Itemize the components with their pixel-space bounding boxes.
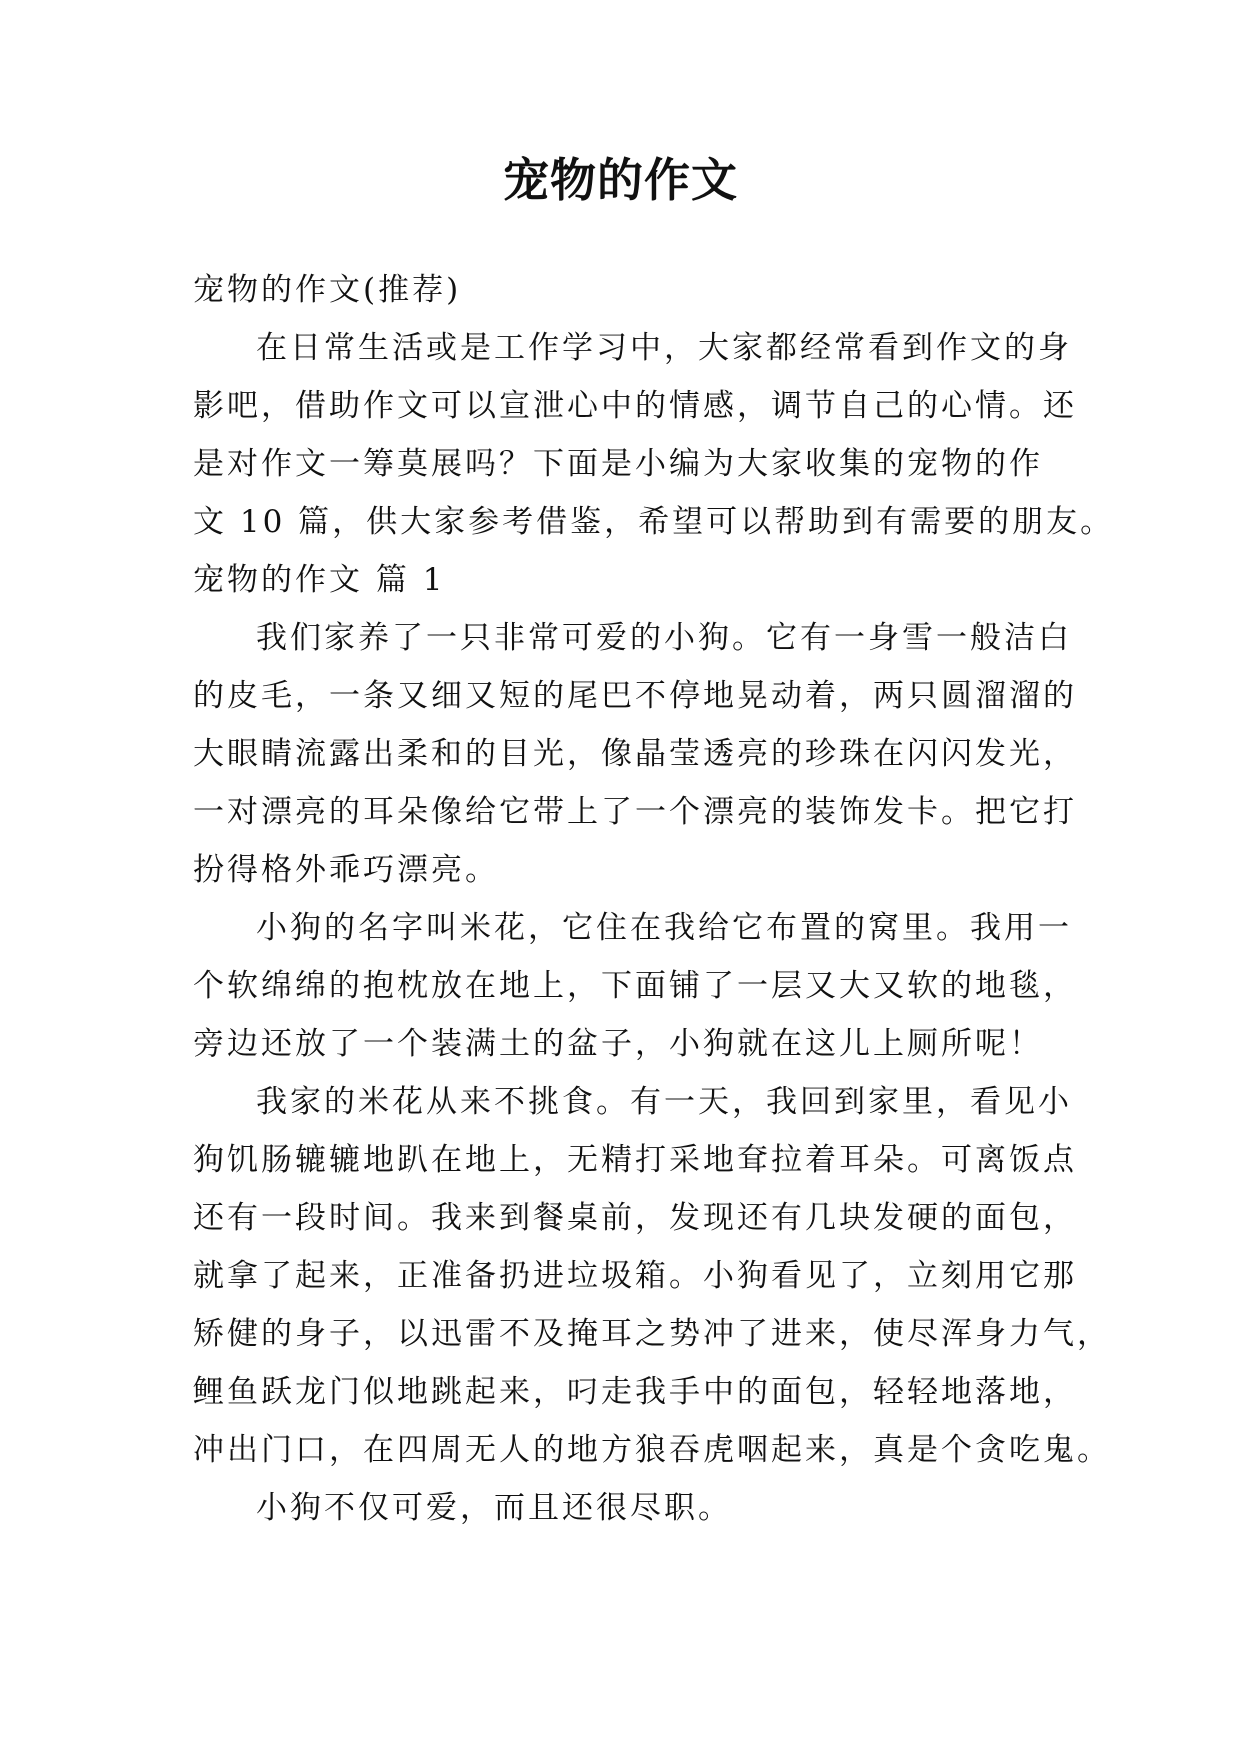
text-line: 扮得格外乖巧漂亮。	[193, 852, 499, 888]
text-line: 小狗的名字叫米花，它住在我给它布置的窝里。我用一	[256, 910, 1072, 946]
text-line: 我家的米花从来不挑食。有一天，我回到家里，看见小	[256, 1084, 1072, 1120]
text-line: 小狗不仅可爱，而且还很尽职。	[256, 1490, 732, 1526]
text-line: 影吧，借助作文可以宣泄心中的情感，调节自己的心情。还	[193, 388, 1077, 424]
text-line: 鲤鱼跃龙门似地跳起来，叼走我手中的面包，轻轻地落地，	[193, 1374, 1077, 1410]
text-line: 矫健的身子，以迅雷不及掩耳之势冲了进来，使尽浑身力气，	[193, 1316, 1111, 1352]
text-line: 狗饥肠辘辘地趴在地上，无精打采地耷拉着耳朵。可离饭点	[193, 1142, 1077, 1178]
text-line: 就拿了起来，正准备扔进垃圾箱。小狗看见了，立刻用它那	[193, 1258, 1077, 1294]
text-line: 个软绵绵的抱枕放在地上，下面铺了一层又大又软的地毯，	[193, 968, 1077, 1004]
text-line: 冲出门口，在四周无人的地方狼吞虎咽起来，真是个贪吃鬼。	[193, 1432, 1111, 1468]
text-line: 是对作文一筹莫展吗？下面是小编为大家收集的宠物的作	[193, 446, 1043, 482]
text-line: 宠物的作文(推荐)	[193, 272, 462, 308]
section-heading: 宠物的作文 篇 1	[193, 562, 446, 598]
text-line: 的皮毛，一条又细又短的尾巴不停地晃动着，两只圆溜溜的	[193, 678, 1077, 714]
text-line: 大眼睛流露出柔和的目光，像晶莹透亮的珍珠在闪闪发光，	[193, 736, 1077, 772]
text-line: 我们家养了一只非常可爱的小狗。它有一身雪一般洁白	[256, 620, 1072, 656]
document-title: 宠物的作文	[503, 153, 738, 207]
text-line: 旁边还放了一个装满土的盆子，小狗就在这儿上厕所呢！	[193, 1026, 1043, 1062]
document-body	[193, 261, 1115, 1537]
text-line: 文 10 篇，供大家参考借鉴，希望可以帮助到有需要的朋友。	[193, 504, 1115, 540]
text-line: 还有一段时间。我来到餐桌前，发现还有几块发硬的面包，	[193, 1200, 1077, 1236]
text-line: 在日常生活或是工作学习中，大家都经常看到作文的身	[256, 330, 1072, 366]
text-line: 一对漂亮的耳朵像给它带上了一个漂亮的装饰发卡。把它打	[193, 794, 1077, 830]
